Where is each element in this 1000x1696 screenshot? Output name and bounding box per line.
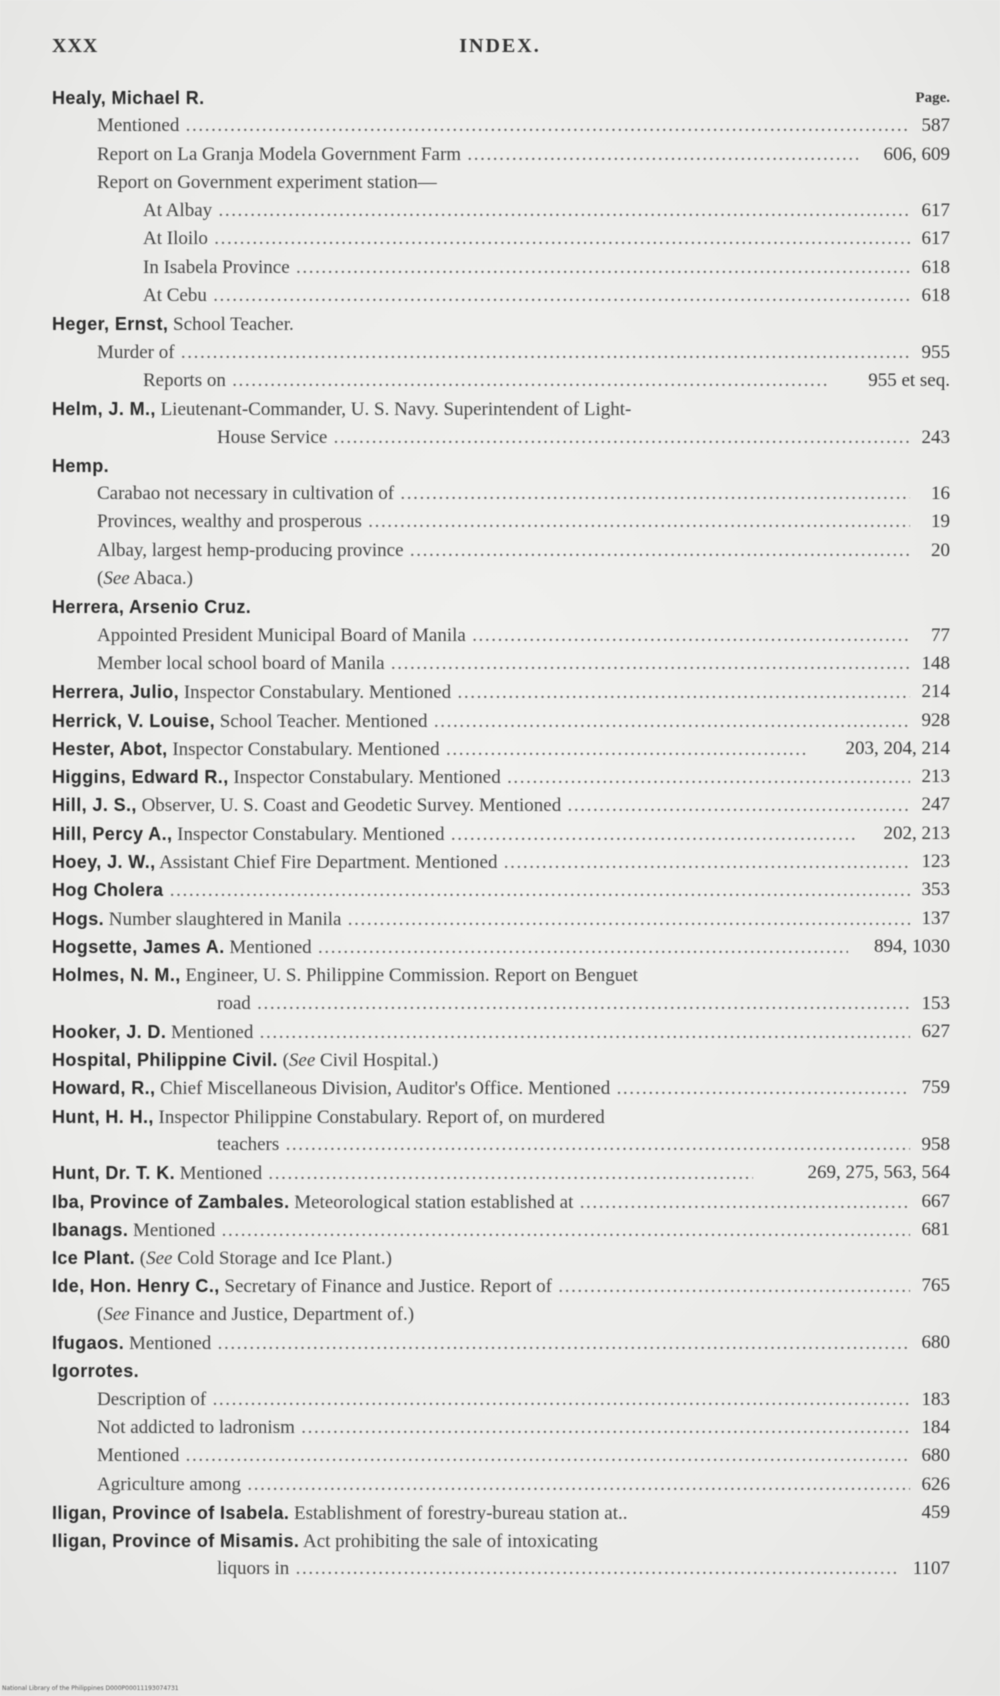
entry-description: Inspector Constabulary. Mentioned: [177, 823, 445, 845]
index-entry: [0, 1527, 1000, 1555]
page-number: XXX: [52, 35, 99, 57]
entry-description: Establishment of forestry-bureau station at..: [294, 1502, 628, 1524]
entry-description: Assistant Chief Fire Department. Mentioned: [159, 852, 498, 874]
entry-description: At Cebu: [143, 285, 207, 307]
index-entry: [0, 282, 1000, 310]
index-entry: [0, 1442, 1000, 1470]
entry-description: Appointed President Municipal Board of Manila: [97, 624, 466, 646]
index-entry: [0, 961, 1000, 989]
index-entry: [0, 254, 1000, 282]
index-entry: [0, 848, 1000, 876]
index-entry: [0, 1131, 1000, 1159]
entry-pages: 20: [931, 539, 950, 561]
entry-heading: Heger, Ernst,: [52, 314, 169, 335]
entry-description: (See Abaca.): [97, 568, 194, 590]
index-entry: [0, 1074, 1000, 1102]
index-entry: [0, 1329, 1000, 1357]
entry-description: Meteorological station established at: [294, 1191, 574, 1213]
entry-description: Report on Government experiment station—: [97, 171, 437, 193]
entry-description: Chief Miscellaneous Division, Auditor's Office. Mentioned: [160, 1078, 611, 1100]
entry-heading: Herrera, Julio,: [52, 682, 180, 703]
entry-description: (See Cold Storage and Ice Plant.): [139, 1248, 392, 1270]
entry-description: Murder of: [97, 341, 175, 363]
entry-pages: 77: [931, 624, 950, 646]
index-entry: [0, 1499, 1000, 1527]
entry-heading: Iligan, Province of Isabela.: [52, 1502, 290, 1523]
entry-heading: Hospital, Philippine Civil.: [52, 1050, 278, 1071]
entry-pages: 680: [921, 1445, 950, 1467]
entry-pages: 955 et seq.: [868, 369, 950, 391]
entry-description: Report on La Granja Modela Government Farm: [97, 143, 462, 165]
entry-description: Provinces, wealthy and prosperous: [97, 511, 362, 533]
entry-description: Mentioned: [97, 115, 180, 137]
entry-description: Inspector Constabulary. Mentioned: [172, 738, 440, 760]
entry-description: Not addicted to ladronism: [97, 1416, 295, 1438]
entry-heading: Hester, Abot,: [52, 738, 168, 759]
entry-description: Description of: [97, 1388, 207, 1410]
entry-heading: Hunt, Dr. T. K.: [52, 1163, 175, 1184]
entry-pages: 459: [921, 1501, 950, 1523]
index-entry: [0, 1357, 1000, 1385]
entry-heading: Igorrotes.: [52, 1361, 140, 1382]
entry-description: Secretary of Finance and Justice. Report of: [224, 1276, 553, 1298]
entry-heading: Hemp.: [52, 455, 110, 476]
index-entry: [0, 1159, 1000, 1187]
entry-heading: Healy, Michael R.: [52, 88, 205, 108]
entry-heading: Higgins, Edward R.,: [52, 767, 229, 788]
entry-pages: 681: [921, 1218, 950, 1240]
entry-description: Inspector Philippine Constabulary. Report of, on murdered: [158, 1106, 605, 1128]
entry-heading: Hunt, H. H.,: [52, 1106, 154, 1127]
entry-heading: Howard, R.,: [52, 1078, 156, 1099]
index-entry: [0, 508, 1000, 536]
index-entry: [0, 197, 1000, 225]
index-entry: [0, 735, 1000, 763]
index-entry: [0, 1103, 1000, 1131]
entry-description: Mentioned: [179, 1163, 263, 1185]
index-entry: [0, 310, 1000, 338]
index-entry: [0, 84, 1000, 112]
entry-pages: 123: [921, 851, 950, 873]
index-entry: [0, 990, 1000, 1018]
entry-description: Observer, U. S. Coast and Geodetic Survey. Mentioned: [141, 795, 562, 817]
entry-description: Carabao not necessary in cultivation of: [97, 483, 395, 505]
entry-heading: Hog Cholera: [52, 880, 164, 901]
entry-pages: 137: [921, 907, 950, 929]
entry-heading: Hooker, J. D.: [52, 1021, 167, 1042]
library-footer: National Library of the Philippines D000P00011193074731: [2, 1685, 179, 1692]
entry-description: road: [217, 992, 251, 1014]
page-column-label: Page.: [915, 90, 950, 106]
entry-pages: 667: [921, 1190, 950, 1212]
entry-heading: Hogsette, James A.: [52, 936, 225, 957]
index-entry: [0, 565, 1000, 593]
entry-pages: 626: [921, 1473, 950, 1495]
entry-description: Member local school board of Manila: [97, 652, 385, 674]
index-entry: [0, 1216, 1000, 1244]
entry-pages: 894, 1030: [874, 935, 950, 957]
entry-heading: Holmes, N. M.,: [52, 965, 181, 986]
entry-heading: Hill, Percy A.,: [52, 823, 173, 844]
index-entry: [0, 1188, 1000, 1216]
index-entry: [0, 791, 1000, 819]
entry-description: House Service: [217, 426, 328, 448]
index-entry: [0, 650, 1000, 678]
index-entries: [0, 84, 1000, 1584]
entry-pages: 148: [921, 652, 950, 674]
entry-description: In Isabela Province: [143, 256, 290, 278]
index-entry: [0, 820, 1000, 848]
entry-description: Mentioned: [128, 1333, 212, 1355]
entry-description: School Teacher.: [173, 314, 294, 336]
entry-heading: Hoey, J. W.,: [52, 852, 156, 873]
index-entry: [0, 141, 1000, 169]
entry-pages: 1107: [912, 1558, 950, 1580]
entry-pages: 617: [921, 200, 950, 222]
entry-description: Engineer, U. S. Philippine Commission. Report on Benguet: [185, 965, 638, 987]
entry-description: Mentioned: [229, 936, 312, 958]
index-entry: [0, 1386, 1000, 1414]
entry-description: Number slaughtered in Manila: [108, 908, 342, 930]
entry-pages: 203, 204, 214: [845, 737, 950, 759]
index-entry: [0, 452, 1000, 480]
entry-pages: 353: [921, 879, 950, 901]
index-entry: [0, 1555, 1000, 1583]
index-entry: [0, 480, 1000, 508]
entry-description: Mentioned: [97, 1445, 180, 1467]
entry-description: Inspector Constabulary. Mentioned: [233, 767, 501, 789]
entry-pages: 618: [921, 285, 950, 307]
entry-pages: 680: [921, 1332, 950, 1354]
index-entry: [0, 395, 1000, 423]
index-entry: [0, 112, 1000, 140]
index-entry: [0, 876, 1000, 904]
entry-description: School Teacher. Mentioned: [219, 710, 428, 732]
entry-pages: 19: [931, 511, 950, 533]
index-entry: [0, 367, 1000, 395]
entry-description: Albay, largest hemp-producing province: [97, 539, 404, 561]
index-entry: [0, 537, 1000, 565]
index-entry: [0, 225, 1000, 253]
entry-heading: Ide, Hon. Henry C.,: [52, 1276, 220, 1297]
index-entry: [0, 1046, 1000, 1074]
index-entry: [0, 593, 1000, 621]
entry-pages: 618: [921, 256, 950, 278]
index-entry: [0, 707, 1000, 735]
index-entry: [0, 424, 1000, 452]
entry-pages: 759: [921, 1077, 950, 1099]
index-entry: [0, 763, 1000, 791]
entry-description: Mentioned: [132, 1219, 216, 1241]
index-entry: [0, 1272, 1000, 1300]
entry-pages: 153: [921, 992, 950, 1014]
entry-description: Agriculture among: [97, 1473, 242, 1495]
index-entry: [0, 169, 1000, 197]
entry-pages: 955: [921, 341, 950, 363]
entry-description: Lieutenant-Commander, U. S. Navy. Superintendent of Light-: [160, 399, 632, 421]
index-entry: [0, 678, 1000, 706]
index-entry: [0, 933, 1000, 961]
entry-heading: Ice Plant.: [52, 1248, 136, 1269]
index-entry: [0, 1244, 1000, 1272]
entry-pages: 765: [921, 1275, 950, 1297]
entry-description: teachers: [217, 1133, 280, 1155]
entry-description: Act prohibiting the sale of intoxicating: [302, 1531, 598, 1553]
entry-description: Inspector Constabulary. Mentioned: [183, 682, 452, 704]
entry-description: liquors in: [217, 1558, 290, 1580]
entry-pages: 243: [921, 426, 950, 448]
entry-description: At Albay: [143, 200, 213, 222]
entry-heading: Iba, Province of Zambales.: [52, 1191, 290, 1212]
entry-pages: 202, 213: [883, 822, 950, 844]
entry-pages: 184: [921, 1416, 950, 1438]
index-entry: [0, 1018, 1000, 1046]
entry-description: (See Finance and Justice, Department of.): [97, 1303, 415, 1325]
entry-pages: 213: [921, 766, 950, 788]
entry-description: (See Civil Hospital.): [282, 1050, 439, 1072]
entry-heading: Herrera, Arsenio Cruz.: [52, 597, 252, 618]
entry-pages: 247: [921, 794, 950, 816]
entry-pages: 928: [921, 709, 950, 731]
entry-heading: Herrick, V. Louise,: [52, 710, 216, 731]
entry-description: At Iloilo: [143, 228, 208, 250]
entry-description: Reports on: [143, 369, 226, 391]
index-entry: [0, 1414, 1000, 1442]
entry-pages: 214: [921, 681, 950, 703]
entry-pages: 183: [921, 1388, 950, 1410]
page-title: INDEX.: [459, 35, 541, 57]
entry-heading: Iligan, Province of Misamis.: [52, 1531, 300, 1552]
entry-heading: Ibanags.: [52, 1219, 129, 1240]
entry-heading: Hogs.: [52, 908, 105, 929]
entry-heading: Ifugaos.: [52, 1333, 125, 1354]
entry-pages: 617: [921, 228, 950, 250]
entry-pages: 958: [921, 1133, 950, 1155]
entry-pages: 16: [931, 483, 950, 505]
index-entry: [0, 339, 1000, 367]
index-entry: [0, 905, 1000, 933]
entry-pages: 269, 275, 563, 564: [807, 1162, 950, 1184]
entry-pages: 606, 609: [883, 143, 950, 165]
index-entry: [0, 622, 1000, 650]
entry-description: Mentioned: [171, 1021, 254, 1043]
index-entry: [0, 1471, 1000, 1499]
index-entry: [0, 1301, 1000, 1329]
entry-pages: 587: [921, 115, 950, 137]
entry-heading: Helm, J. M.,: [52, 399, 156, 420]
entry-heading: Hill, J. S.,: [52, 795, 137, 816]
entry-pages: 627: [921, 1020, 950, 1042]
